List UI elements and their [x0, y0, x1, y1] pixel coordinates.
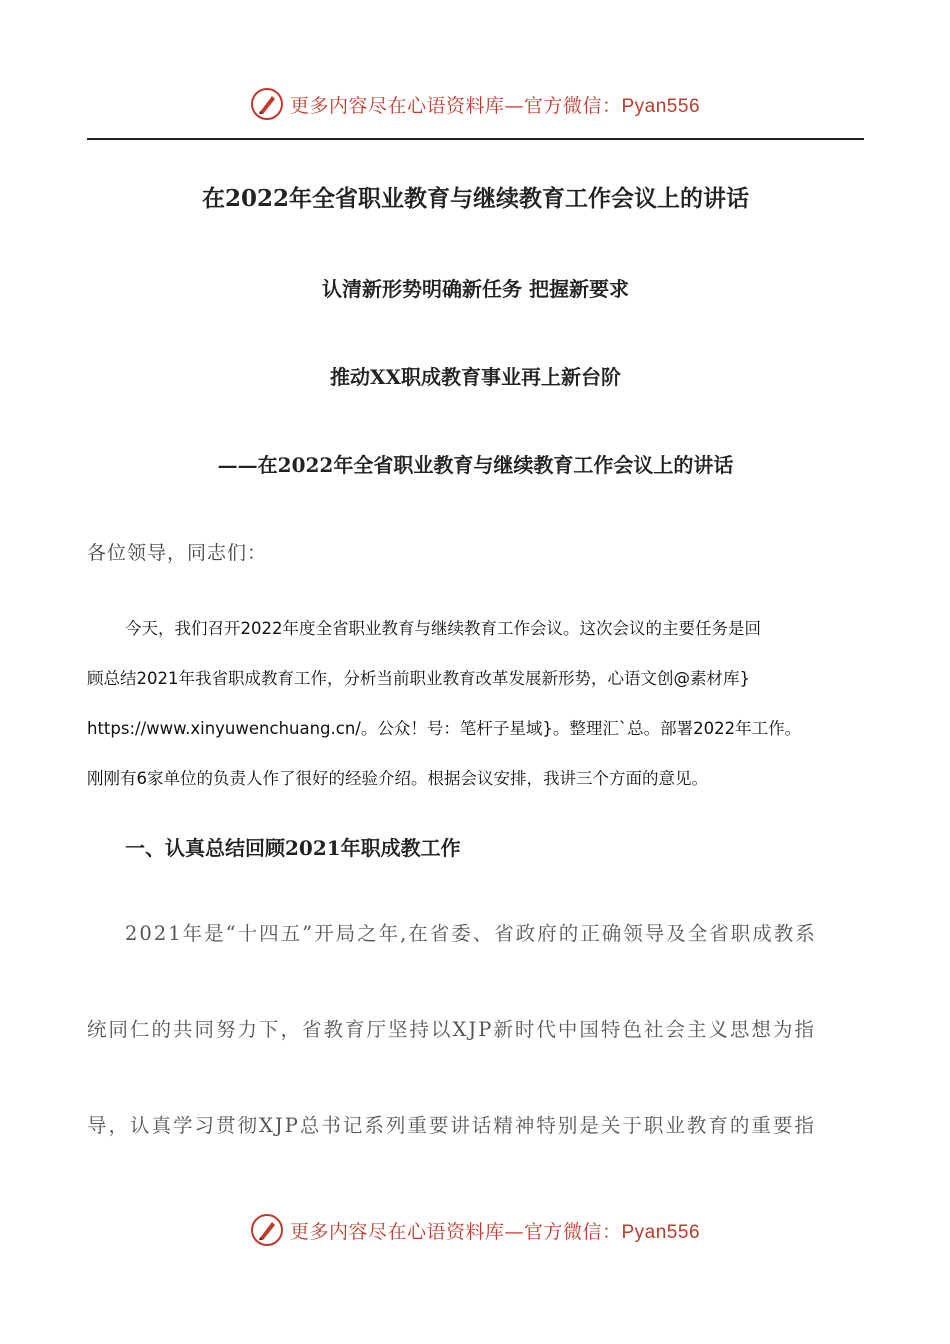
section-heading-1: 一、认真总结回顾2021年职成教工作: [125, 836, 461, 860]
paragraph-line: 2021年是“十四五”开局之年,在省委、省政府的正确领导及全省职成教系: [125, 922, 817, 945]
subtitle-1: 认清新形势明确新任务 把握新要求: [322, 277, 629, 301]
banner-wechat-id: Pyan556: [621, 1221, 701, 1243]
paragraph-line: https://www.xinyuwenchuang.cn/。公众！号：笔杆子星域}。整理汇`总。部署2022年工作。: [87, 719, 802, 738]
section-1-paragraph: [87, 914, 864, 1202]
banner-label: 更多内容尽在心语资料库—官方微信：: [289, 1220, 622, 1243]
paragraph-line: 导，认真学习贯彻XJP总书记系列重要讲话精神特别是关于职业教育的重要指: [87, 1114, 816, 1137]
banner-label: 更多内容尽在心语资料库—官方微信：: [289, 94, 622, 117]
banner-wechat-id: Pyan556: [621, 95, 701, 117]
paragraph-line: 统同仁的共同努力下，省教育厅坚持以XJP新时代中国特色社会主义思想为指: [87, 1018, 816, 1041]
banner-text: [290, 91, 700, 118]
pen-logo-icon: [250, 1213, 284, 1247]
greeting: 各位领导，同志们：: [87, 542, 268, 564]
footer-banner: [0, 1210, 950, 1250]
header-rule: [87, 138, 864, 140]
banner-text: [290, 1217, 700, 1244]
pen-logo-icon: [250, 87, 284, 121]
header-banner: [0, 84, 950, 124]
paragraph-line: 今天，我们召开2022年度全省职业教育与继续教育工作会议。这次会议的主要任务是回: [125, 619, 761, 638]
intro-paragraph: [87, 604, 864, 804]
paragraph-line: 顾总结2021年我省职成教育工作，分析当前职业教育改革发展新形势，心语文创@素材库}: [87, 669, 750, 688]
paragraph-line: 刚刚有6家单位的负责人作了很好的经验介绍。根据会议安排，我讲三个方面的意见。: [87, 769, 708, 788]
subtitle-3: ——在2022年全省职业教育与继续教育工作会议上的讲话: [217, 453, 734, 477]
document-title: 在2022年全省职业教育与继续教育工作会议上的讲话: [201, 185, 749, 212]
subtitle-2: 推动XX职成教育事业再上新台阶: [329, 365, 622, 389]
